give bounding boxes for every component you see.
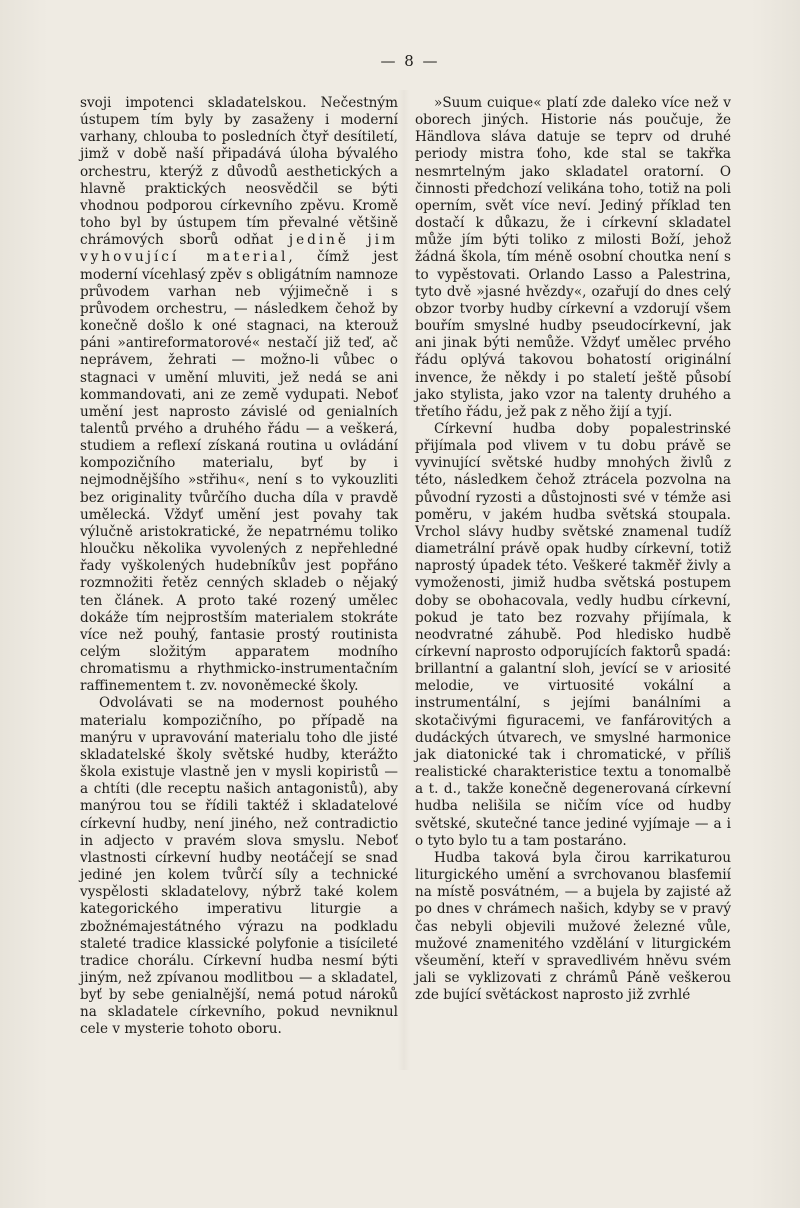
paragraph (415, 850, 731, 1004)
paragraph-text: , čímž jest moderní vícehlasý zpěv s obligátním namnoze průvodem varhan neb výjimečně i s průvodem orchestru, — následkem čehož by konečně došlo k oné stagnaci, na kterouž páni »antireformatorové« nestačí již teď, ač neprávem, žehrati — možno-li vůbec o stagnaci v umění mluviti, jež nedá se ani kommandovati, ani ze země vydupati. Neboť umění jest naprosto závislé od genialních talentů prvého a druhého řádu — a veškerá, studiem a reflexí získaná routina u ovládání kompozičního materialu, byť by i nejmodnějšího »střihu«, není s to vykouzliti bez originality tvůrčího ducha díla v pravdě umělecká. Vždyť umění jest povahy tak výlučně aristokratické, že nepatrnému toliko hloučku několika vyvolených z nepřehledné řady vyškolených hudebníkův jest popřáno rozmnožiti řetěz cenných skladeb o nějaký ten článek. A proto také rozený umělec dokáže tím nejprostším materialem stokráte více než pouhý, fantasie prostý routinista celým složitým apparatem modního chromatismu a rhythmicko-instrumentačním raffinementem t. zv. novoněmecké školy. (80, 249, 398, 695)
right-column (415, 95, 731, 1004)
paragraph-text: »Suum cuique« platí zde daleko více než v oborech jiných. Historie nás poučuje, že Händlova sláva datuje se teprv od druhé periody mistra ťoho, kde stal se takřka nesmrtelným jako skladatel oratorní. O činnosti předchozí velikána toho, totiž na poli operním, svět více neví. Jediný příklad ten dostačí k důkazu, že i církevní skladatel může jím býti toliko z milosti Boží, jehož žádná škola, tím méně osobní choutka není s to vypěstovati. Orlando Lasso a Palestrina, tyto dvě »jasné hvězdy«, ozařují do dnes celý obzor tvorby hudby církevní a vzdorují všem bouřím smyslné hudby pseudocírkevní, jak ani jinak býti nemůže. Vždyť umělec prvého řádu oplývá takovou bohatostí originální invence, že někdy i po staletí ještě působí jako stylista, jako vzor na talenty druhého a třetího řádu, jež pak z něho žijí a tyjí. (415, 95, 731, 420)
left-column (80, 95, 398, 1039)
emphasized-text: jedině jim vyhovující material (80, 232, 399, 266)
paragraph (415, 421, 731, 850)
paragraph (415, 95, 731, 421)
paragraph-text: Odvolávati se na modernost pouhého materialu kompozičního, po případě na manýru v upravování materialu toho dle jisté skladatelské školy světské hudby, kterážto škola existuje vlastně jen v mysli kopiristů — a chtíti (dle receptu našich antagonistů), aby manýrou tou se řídili taktéž i skladatelové církevní hudby, není jiného, než contradictio in adjecto v pravém slova smyslu. Neboť vlastnosti církevní hudby neotáčejí se snad jediné jen kolem tvůrčí síly a technické vyspělosti skladatelovy, nýbrž také kolem kategorického imperativu liturgie a zbožnémajestátného výrazu na podkladu staleté tradice klassické polyfonie a tisícileté tradice chorálu. Církevní hudba nesmí býti jiným, než zpívanou modlitbou — a skladatel, byť by sebe genialnější, nemá potud nároků na skladatele církevního, pokud nevniknul cele v mysterie tohoto oboru. (80, 695, 398, 1038)
gutter-shadow (398, 90, 410, 1070)
paragraph-text: Hudba taková byla čirou karrikaturou liturgického umění a svrchovanou blasfemií na místě posvátném, — a bujela by zajisté až po dnes v chrámech našich, kdyby se v pravý čas nebyli objevili mužové železné vůle, mužové znamenitého vzdělání v liturgickém všeumění, kteří v spravedlivém hněvu svém jali se vyklizovati z chrámů Páně veškerou zde bující světáckost naprosto již zvrhlé (415, 849, 731, 1004)
paragraph (80, 95, 398, 695)
page-number: — 8 — (380, 52, 440, 70)
paragraph-text: svoji impotenci skladatelskou. Nečestným ústupem tím byly by zasaženy i moderní varhany, chlouba to posledních čtyř desítiletí, jimž v době naší připadává úloha bývalého orchestru, kterýž z důvodů aesthetických a hlavně praktických neosvědčil se býti vhodnou podporou církevního zpěvu. Kromě toho byl by ústupem tím převalné většině chrámových sborů odňat (80, 95, 398, 249)
paragraph (80, 695, 398, 1038)
paragraph-text: Církevní hudba doby popalestrinské přijímala pod vlivem v tu dobu právě se vyvinující světské hudby mnohých živlů z této, následkem čehož ztrácela pozvolna na původní ryzosti a důstojnosti své v témže asi poměru, v jakém hudba světská stoupala. Vrchol slávy hudby světské znamenal tudíž diametrální právě opak hudby církevní, totiž naprostý úpadek této. Veškeré takměř živly a vymoženosti, jimiž hudba světská postupem doby se obohacovala, vedly hudbu církevní, pokud je tato bez rozvahy přijímala, k neodvratné záhubě. Pod hledisko hudbě církevní naprosto odporujících faktorů spadá: brillantní a galantní sloh, jevící se v ariosité melodie, ve virtuosité vokální a instrumentální, s jejími banálními a skotačivými figuracemi, ve fanfárovitých a dudáckých útvarech, ve smyslné harmonice jak diatonické tak i chromatické, v příliš realistické charakteristice textu a tonomalbě a t. d., takže konečně degenerovaná církevní hudba nelišila se ničím více od hudby světské, skutečné tance jediné vyjímaje — a i o tyto bylo tu a tam postaráno. (415, 420, 731, 849)
